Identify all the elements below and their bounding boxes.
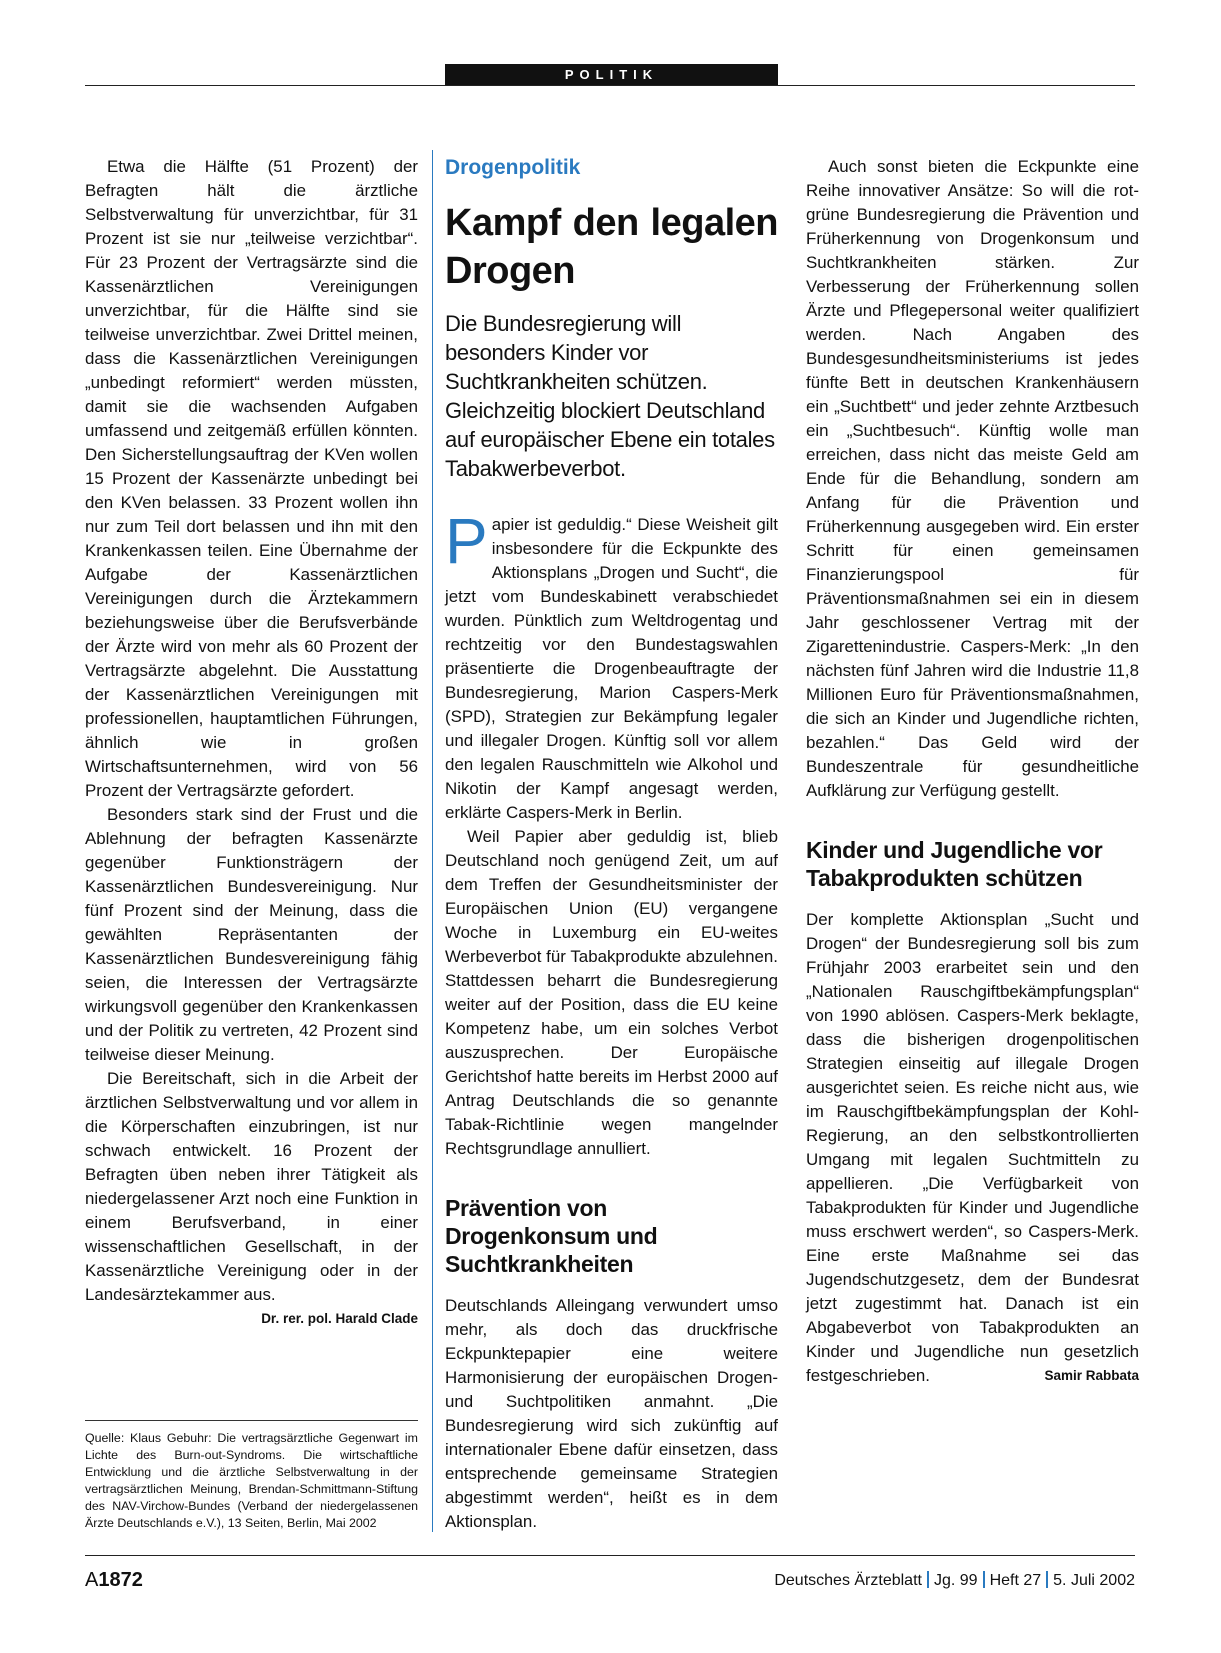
drop-cap: P: [445, 505, 488, 577]
journal-volume: Jg. 99: [933, 1572, 978, 1589]
page-number: [85, 1568, 143, 1592]
body-paragraph: [806, 908, 1139, 1388]
column-right-flow: [806, 155, 1139, 1388]
body-paragraph: Etwa die Hälfte (51 Prozent) der Befragten hält die ärztliche Selbstverwaltung für unverzichtbar, für 31 Prozent ist sie nur „teilweise verzichtbar“. Für 23 Prozent der Vertragsärzte sind die Kassenärztlichen Vereinigungen unverzichtbar, für die Hälfte sind sie teilweise unverzichtbar. Zwei Drittel meinen, dass die Kassenärztlichen Vereinigungen „unbedingt reformiert“ werden müssten, damit sie die wachsenden Aufgaben umfassend und zeitgemäß erfüllen könnten. Den Sicherstellungsauftrag der KVen wollen 15 Prozent der Kassenärzte unbedingt bei den KVen belassen. 33 Prozent wollen ihn nur zum Teil dort belassen und ihn mit den Krankenkassen teilen. Eine Übernahme der Aufgabe der Kassenärztlichen Vereinigungen durch die Ärztekammern beziehungsweise über die Berufsverbände der Ärzte wird von mehr als 60 Prozent der Vertragsärzte abgelehnt. Die Ausstattung der Kassenärztlichen Vereinigungen mit professionellen, hauptamtlichen Führungen, ähnlich wie in großen Wirtschaftsunternehmen, wird von 56 Prozent der Vertragsärzte gefordert.: [85, 157, 418, 800]
body-paragraph: [445, 505, 778, 825]
footer-separator: [927, 1571, 929, 1588]
footer-separator: [983, 1571, 985, 1588]
body-paragraph: Besonders stark sind der Frust und die Ablehnung der befragten Kassenärzte gegenüber Funktionsträgern der Kassenärztlichen Bundesvereinigung. Nur fünf Prozent sind der Meinung, dass die gewählten Repräsentanten der Kassenärztlichen Bundesvereinigung fähig seien, die Interessen der Vertragsärzte wirkungsvoll gegenüber den Krankenkassen und der Politik zu vertreten, 42 Prozent sind teilweise dieser Meinung.: [85, 805, 418, 1064]
article-subheading: Prävention von Drogenkonsum und Suchtkrankheiten: [445, 1195, 658, 1277]
body-paragraph-text: apier ist geduldig.“ Diese Weisheit gilt insbesondere für die Eckpunkte des Aktionsplans „Drogen und Sucht“, die jetzt vom Bundeskabinett verabschiedet wurden. Pünktlich zum Weltdrogentag und rechtzeitig vor den Bundestagswahlen präsentierte die Drogenbeauftragte der Bundesregierung, Marion Caspers-Merk (SPD), Strategien zur Bekämpfung legaler und illegaler Drogen. Künftig soll vor allem den legalen Rauschmitteln wie Alkohol und Nikotin der Kampf angesagt werden, erklärte Caspers-Merk in Berlin.: [445, 515, 778, 822]
journal-date: 5. Juli 2002: [1053, 1572, 1135, 1589]
author-byline: Dr. rer. pol. Harald Clade: [261, 1311, 418, 1326]
column-left: [85, 155, 418, 1331]
page-number-value: 1872: [98, 1569, 143, 1591]
page-prefix: A: [85, 1569, 99, 1591]
source-divider: [85, 1420, 418, 1421]
article-lead: Die Bundesregierung will besonders Kinder vor Suchtkrankheiten schützen. Gleichzeitig blockiert Deutschland auf europäischer Ebene ein totales Tabakwerbeverbot.: [445, 311, 775, 481]
body-paragraph: Weil Papier aber geduldig ist, blieb Deutschland noch genügend Zeit, um auf dem Treffen der Gesundheitsminister der Europäischen Union (EU) vergangene Woche in Luxemburg ein EU-weites Werbeverbot für Tabakprodukte abzulehnen. Stattdessen beharrt die Bundesregierung weiter auf der Position, dass die EU keine Kompetenz habe, um ein solches Verbot auszusprechen. Der Europäische Gerichtshof hatte bereits im Herbst 2000 auf Antrag Deutschlands die so genannte Tabak-Richtlinie wegen mangelnder Rechtsgrundlage annulliert.: [445, 827, 778, 1158]
article-kicker: Drogenpolitik: [445, 156, 581, 179]
section-label: POLITIK: [445, 64, 778, 86]
body-paragraph: [85, 1067, 418, 1326]
body-paragraph-text: Die Bereitschaft, sich in die Arbeit der ärztlichen Selbstverwaltung und vor allem in die Körperschaften einzubringen, ist nur schwach entwickelt. 16 Prozent der Befragten üben neben ihrer Tätigkeit als niedergelassener Arzt noch eine Funktion in einem Berufsverband, in einer wissenschaftlichen Gesellschaft, in der Kassenärztliche Vereinigung oder in der Landesärztekammer aus.: [85, 1069, 418, 1304]
article-headline: Kampf den legalen Drogen: [445, 202, 778, 292]
body-paragraph-text: Der komplette Aktionsplan „Sucht und Drogen“ der Bundesregierung soll bis zum Frühjahr 2003 erarbeitet sein und den „Nationalen Rauschgiftbekämpfungsplan“ von 1990 ablösen. Caspers-Merk beklagte, dass die bisherigen drogenpolitischen Strategien einseitig auf illegale Drogen ausgerichtet seien. Es reiche nicht aus, wie im Rauschgiftbekämpfungsplan der Kohl-Regierung, an den selbstkontrollierten Umgang mit legalen Suchtmitteln zu appellieren. „Die Verfügbarkeit von Tabakprodukten für Kinder und Jugendliche muss erschwert werden“, so Caspers-Merk. Eine erste Maßnahme sei das Jugendschutzgesetz, dem der Bundesrat jetzt zugestimmt hat. Danach ist ein Abgabeverbot von Tabakprodukten an Kinder und Jugendliche nun gesetzlich festgeschrieben.: [806, 910, 1139, 1385]
column-divider: [432, 150, 433, 1532]
header-rule: [85, 85, 1135, 86]
body-paragraph: Deutschlands Alleingang verwundert umso mehr, als doch das druckfrische Eckpunktepapier eine weitere Harmonisierung der europäischen Drogen- und Suchtpolitiken anmahnt. „Die Bundesregierung wird sich zukünftig auf internationaler Ebene dafür einsetzen, dass entsprechende gemeinsame Strategien abgestimmt werden“, heißt es in dem Aktionsplan.: [445, 1296, 778, 1531]
source-note: Quelle: Klaus Gebuhr: Die vertragsärztliche Gegenwart im Lichte des Burn-out-Syndroms. Die wirtschaftliche Entwicklung und die ärztliche Selbstverwaltung in der vertragsärztlichen Meinung, Brendan-Schmittmann-Stiftung des NAV-Virchow-Bundes (Verband der niedergelassenen Ärzte Deutschlands e.V.), 13 Seiten, Berlin, Mai 2002: [85, 1431, 418, 1530]
footer-rule: [85, 1555, 1135, 1556]
footer-separator: [1046, 1571, 1048, 1588]
author-byline: Samir Rabbata: [1044, 1368, 1139, 1383]
journal-issue: Heft 27: [989, 1572, 1042, 1589]
journal-name: Deutsches Ärzteblatt: [774, 1572, 922, 1589]
column-middle: [445, 155, 778, 1534]
body-paragraph: Auch sonst bieten die Eckpunkte eine Reihe innovativer Ansätze: So will die rot-grüne Bundesregierung die Prävention und Früherkennung von Drogenkonsum und Suchtkrankheiten stärken. Zur Verbesserung der Früherkennung sollen Ärzte und Pflegepersonal weiter qualifiziert werden. Nach Angaben des Bundesgesundheitsministeriums ist jedes fünfte Bett in deutschen Krankenhäusern ein „Suchtbett“ und jeder zehnte Arztbesuch ein „Suchtbesuch“. Künftig wolle man erreichen, dass nicht das meiste Geld am Ende für die Behandlung, sondern am Anfang für die Prävention und Früherkennung ausgegeben wird. Ein erster Schritt für einen gemeinsamen Finanzierungspool für Präventionsmaßnahmen sei ein in diesem Jahr geschlossener Vertrag mit der Zigarettenindustrie. Caspers-Merk: „In den nächsten fünf Jahren wird die Industrie 11,8 Millionen Euro für Präventionsmaßnahmen, die sich an Kinder und Jugendliche richten, bezahlen.“ Das Geld wird der Bundeszentrale für gesundheitliche Aufklärung zur Verfügung gestellt.: [806, 157, 1139, 800]
journal-info: [774, 1570, 1135, 1592]
article-subheading: Kinder und Jugendliche vor Tabakprodukten schützen: [806, 837, 1103, 891]
